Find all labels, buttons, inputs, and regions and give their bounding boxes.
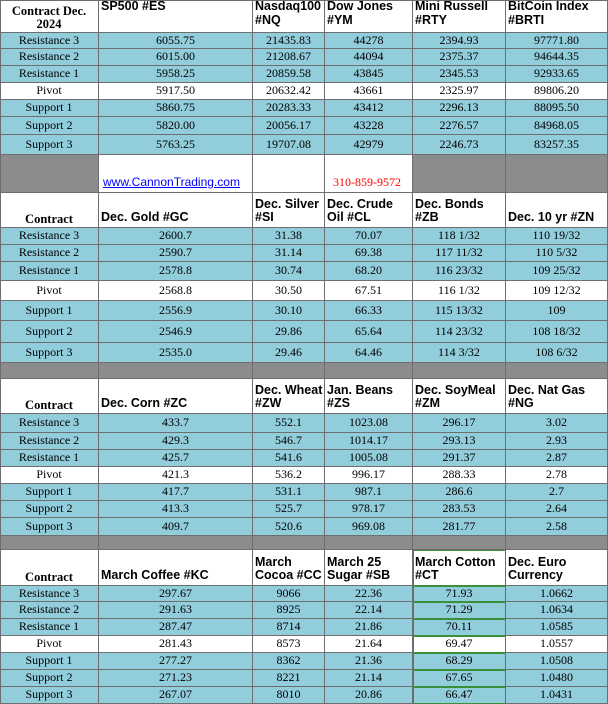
price-cell: 21.36 — [325, 653, 413, 670]
price-cell: 31.14 — [253, 245, 325, 262]
column-header: Dec. Silver #SI — [253, 193, 325, 228]
price-cell: 277.27 — [99, 653, 253, 670]
price-cell: 5860.75 — [99, 100, 253, 117]
price-cell: 283.53 — [413, 501, 506, 518]
price-cell: 43845 — [325, 66, 413, 83]
price-cell: 2.93 — [506, 433, 608, 450]
price-cell: 2.64 — [506, 501, 608, 518]
separator-cell — [413, 363, 506, 379]
price-cell: 44278 — [325, 33, 413, 49]
price-cell: 68.29 — [413, 653, 506, 670]
row-label: Resistance 3 — [0, 33, 99, 49]
contract-header: Contract Dec. 2024 — [0, 0, 99, 33]
price-cell: 433.7 — [99, 414, 253, 433]
column-header: SP500 #ES — [99, 0, 253, 33]
price-cell: 297.67 — [99, 586, 253, 602]
separator-cell — [506, 363, 608, 379]
price-cell: 1.0634 — [506, 602, 608, 619]
price-cell: 409.7 — [99, 518, 253, 536]
column-header: Jan. Beans #ZS — [325, 379, 413, 414]
row-label: Resistance 3 — [0, 414, 99, 433]
price-cell: 71.29 — [413, 602, 506, 619]
price-cell: 2276.57 — [413, 117, 506, 135]
price-cell: 20.86 — [325, 687, 413, 704]
price-cell: 1023.08 — [325, 414, 413, 433]
row-label: Resistance 2 — [0, 245, 99, 262]
price-cell: 117 11/32 — [413, 245, 506, 262]
row-label: Support 1 — [0, 484, 99, 501]
price-cell: 20283.33 — [253, 100, 325, 117]
row-label: Pivot — [0, 636, 99, 653]
price-cell: 1.0557 — [506, 636, 608, 653]
price-cell: 29.86 — [253, 321, 325, 343]
price-cell: 296.17 — [413, 414, 506, 433]
price-cell: 109 25/32 — [506, 262, 608, 281]
price-cell: 1.0662 — [506, 586, 608, 602]
price-cell: 83257.35 — [506, 135, 608, 155]
price-cell: 287.47 — [99, 619, 253, 636]
price-cell: 8714 — [253, 619, 325, 636]
row-label: Resistance 1 — [0, 262, 99, 281]
column-header: Dec. 10 yr #ZN — [506, 193, 608, 228]
price-cell: 1.0508 — [506, 653, 608, 670]
separator-cell — [0, 363, 99, 379]
price-cell: 1.0585 — [506, 619, 608, 636]
price-cell: 2375.37 — [413, 49, 506, 66]
column-header: March Coffee #KC — [99, 550, 253, 586]
separator-cell — [99, 363, 253, 379]
price-cell: 425.7 — [99, 450, 253, 467]
price-cell: 2546.9 — [99, 321, 253, 343]
price-cell: 2.58 — [506, 518, 608, 536]
price-cell: 271.23 — [99, 670, 253, 687]
column-header: Dec. Corn #ZC — [99, 379, 253, 414]
price-cell: 6015.00 — [99, 49, 253, 66]
row-label: Resistance 2 — [0, 602, 99, 619]
separator-cell — [325, 536, 413, 550]
price-cell: 20632.42 — [253, 83, 325, 100]
price-cell: 88095.50 — [506, 100, 608, 117]
price-cell: 5958.25 — [99, 66, 253, 83]
column-header: Mini Russell #RTY — [413, 0, 506, 33]
column-header: Dec. SoyMeal #ZM — [413, 379, 506, 414]
price-cell: 2.78 — [506, 467, 608, 484]
price-cell: 1.0480 — [506, 670, 608, 687]
price-cell: 108 18/32 — [506, 321, 608, 343]
row-label: Resistance 3 — [0, 586, 99, 602]
price-cell: 29.46 — [253, 343, 325, 363]
website-link[interactable]: www.CannonTrading.com — [99, 155, 253, 193]
row-label: Support 2 — [0, 670, 99, 687]
row-label: Support 1 — [0, 301, 99, 321]
price-cell: 291.63 — [99, 602, 253, 619]
price-cell: 1014.17 — [325, 433, 413, 450]
price-cell: 2600.7 — [99, 228, 253, 245]
row-label: Resistance 1 — [0, 619, 99, 636]
row-label: Support 3 — [0, 518, 99, 536]
price-cell: 21.64 — [325, 636, 413, 653]
column-header: March Cocoa #CC — [253, 550, 325, 586]
row-label: Support 2 — [0, 321, 99, 343]
separator-cell — [253, 536, 325, 550]
price-cell: 67.65 — [413, 670, 506, 687]
column-header: BitCoin Index #BRTI — [506, 0, 608, 33]
price-cell: 281.77 — [413, 518, 506, 536]
column-header: Dec. Nat Gas #NG — [506, 379, 608, 414]
price-cell: 115 13/32 — [413, 301, 506, 321]
price-cell: 2.87 — [506, 450, 608, 467]
price-cell: 71.93 — [413, 586, 506, 602]
phone-number: 310-859-9572 — [325, 155, 413, 193]
column-header: Dec. Crude Oil #CL — [325, 193, 413, 228]
price-cell: 2578.8 — [99, 262, 253, 281]
row-label: Support 3 — [0, 343, 99, 363]
price-cell: 288.33 — [413, 467, 506, 484]
price-cell: 2.7 — [506, 484, 608, 501]
price-cell: 97771.80 — [506, 33, 608, 49]
price-cell: 110 5/32 — [506, 245, 608, 262]
separator-cell — [413, 155, 506, 193]
price-cell: 21.14 — [325, 670, 413, 687]
price-cell: 8010 — [253, 687, 325, 704]
price-cell: 3.02 — [506, 414, 608, 433]
price-cell: 541.6 — [253, 450, 325, 467]
separator-cell — [325, 363, 413, 379]
price-cell: 2394.93 — [413, 33, 506, 49]
row-label: Support 2 — [0, 117, 99, 135]
price-cell: 978.17 — [325, 501, 413, 518]
price-cell: 84968.05 — [506, 117, 608, 135]
price-cell: 114 3/32 — [413, 343, 506, 363]
price-cell: 70.07 — [325, 228, 413, 245]
price-cell: 969.08 — [325, 518, 413, 536]
price-cell: 8362 — [253, 653, 325, 670]
column-header: Dec. Bonds #ZB — [413, 193, 506, 228]
price-cell: 267.07 — [99, 687, 253, 704]
price-cell: 19707.08 — [253, 135, 325, 155]
row-label: Support 1 — [0, 653, 99, 670]
price-cell: 9066 — [253, 586, 325, 602]
price-cell: 1005.08 — [325, 450, 413, 467]
price-cell: 525.7 — [253, 501, 325, 518]
row-label: Resistance 3 — [0, 228, 99, 245]
column-header: Dec. Wheat #ZW — [253, 379, 325, 414]
column-header: Dec. Euro Currency — [506, 550, 608, 586]
price-cell: 987.1 — [325, 484, 413, 501]
price-cell: 6055.75 — [99, 33, 253, 49]
contract-header: Contract — [0, 193, 99, 228]
price-cell: 2568.8 — [99, 281, 253, 301]
price-cell: 417.7 — [99, 484, 253, 501]
price-cell: 108 6/32 — [506, 343, 608, 363]
price-cell: 2296.13 — [413, 100, 506, 117]
contract-header: Contract — [0, 550, 99, 586]
price-cell: 20859.58 — [253, 66, 325, 83]
price-cell: 116 23/32 — [413, 262, 506, 281]
row-label: Support 2 — [0, 501, 99, 518]
price-cell: 2345.53 — [413, 66, 506, 83]
price-cell: 22.36 — [325, 586, 413, 602]
price-cell: 281.43 — [99, 636, 253, 653]
price-cell: 43228 — [325, 117, 413, 135]
price-cell: 531.1 — [253, 484, 325, 501]
price-cell: 68.20 — [325, 262, 413, 281]
column-header: Dow Jones #YM — [325, 0, 413, 33]
price-cell: 21208.67 — [253, 49, 325, 66]
price-cell: 70.11 — [413, 619, 506, 636]
price-cell: 67.51 — [325, 281, 413, 301]
price-cell: 552.1 — [253, 414, 325, 433]
price-cell: 2325.97 — [413, 83, 506, 100]
column-header: Dec. Gold #GC — [99, 193, 253, 228]
price-cell: 109 12/32 — [506, 281, 608, 301]
price-cell: 2535.0 — [99, 343, 253, 363]
price-cell: 520.6 — [253, 518, 325, 536]
price-cell: 116 1/32 — [413, 281, 506, 301]
price-cell: 110 19/32 — [506, 228, 608, 245]
price-cell: 293.13 — [413, 433, 506, 450]
price-cell: 286.6 — [413, 484, 506, 501]
row-label: Pivot — [0, 281, 99, 301]
price-cell: 20056.17 — [253, 117, 325, 135]
price-cell: 421.3 — [99, 467, 253, 484]
price-cell: 42979 — [325, 135, 413, 155]
price-cell: 30.50 — [253, 281, 325, 301]
price-cell: 996.17 — [325, 467, 413, 484]
row-label: Support 3 — [0, 135, 99, 155]
row-label: Resistance 2 — [0, 433, 99, 450]
price-cell: 89806.20 — [506, 83, 608, 100]
price-cell: 22.14 — [325, 602, 413, 619]
price-cell: 69.38 — [325, 245, 413, 262]
row-label: Pivot — [0, 467, 99, 484]
price-cell: 43661 — [325, 83, 413, 100]
price-cell: 8573 — [253, 636, 325, 653]
price-cell: 8221 — [253, 670, 325, 687]
separator-cell — [253, 155, 325, 193]
price-cell: 21.86 — [325, 619, 413, 636]
price-cell: 94644.35 — [506, 49, 608, 66]
price-cell: 2590.7 — [99, 245, 253, 262]
price-cell: 291.37 — [413, 450, 506, 467]
row-label: Resistance 1 — [0, 450, 99, 467]
price-cell: 118 1/32 — [413, 228, 506, 245]
price-cell: 64.46 — [325, 343, 413, 363]
separator-cell — [253, 363, 325, 379]
separator-cell — [413, 536, 506, 550]
row-label: Pivot — [0, 83, 99, 100]
row-label: Support 1 — [0, 100, 99, 117]
price-cell: 114 23/32 — [413, 321, 506, 343]
row-label: Resistance 1 — [0, 66, 99, 83]
contract-header: Contract — [0, 379, 99, 414]
price-cell: 66.33 — [325, 301, 413, 321]
row-label: Resistance 2 — [0, 49, 99, 66]
price-cell: 1.0431 — [506, 687, 608, 704]
separator-cell — [506, 536, 608, 550]
price-cell: 2556.9 — [99, 301, 253, 321]
price-cell: 69.47 — [413, 636, 506, 653]
price-cell: 5763.25 — [99, 135, 253, 155]
column-header: March Cotton #CT — [413, 550, 506, 586]
price-cell: 92933.65 — [506, 66, 608, 83]
row-label: Support 3 — [0, 687, 99, 704]
separator-cell — [0, 155, 99, 193]
price-cell: 21435.83 — [253, 33, 325, 49]
price-cell: 413.3 — [99, 501, 253, 518]
price-cell: 30.10 — [253, 301, 325, 321]
separator-cell — [0, 536, 99, 550]
price-cell: 536.2 — [253, 467, 325, 484]
price-cell: 2246.73 — [413, 135, 506, 155]
price-cell: 5917.50 — [99, 83, 253, 100]
price-cell: 8925 — [253, 602, 325, 619]
column-header: Nasdaq100 #NQ — [253, 0, 325, 33]
price-cell: 65.64 — [325, 321, 413, 343]
price-cell: 66.47 — [413, 687, 506, 704]
price-cell: 30.74 — [253, 262, 325, 281]
separator-cell — [506, 155, 608, 193]
price-cell: 109 — [506, 301, 608, 321]
price-cell: 44094 — [325, 49, 413, 66]
column-header: March 25 Sugar #SB — [325, 550, 413, 586]
price-cell: 5820.00 — [99, 117, 253, 135]
price-cell: 43412 — [325, 100, 413, 117]
price-cell: 546.7 — [253, 433, 325, 450]
price-cell: 429.3 — [99, 433, 253, 450]
separator-cell — [99, 536, 253, 550]
price-cell: 31.38 — [253, 228, 325, 245]
